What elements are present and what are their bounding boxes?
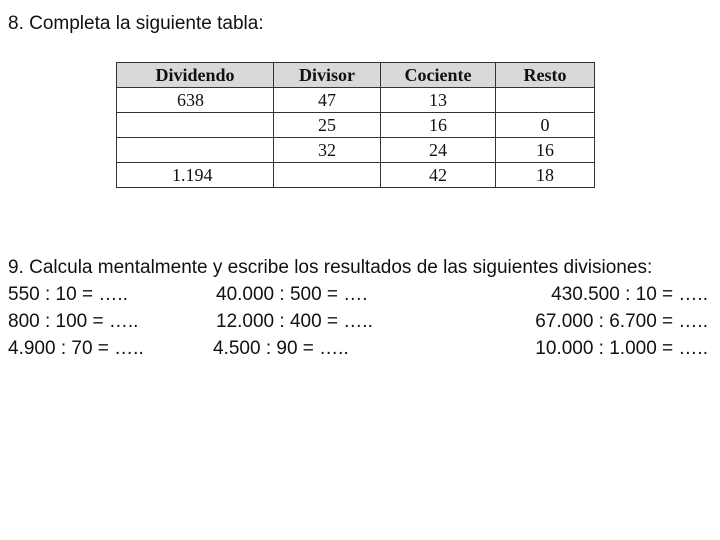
cell-divisor — [274, 163, 381, 188]
cell-dividendo: 1.194 — [117, 163, 274, 188]
cell-dividendo — [117, 113, 274, 138]
cell-resto — [496, 88, 595, 113]
cell-dividendo — [117, 138, 274, 163]
division-expression: 800 : 100 = ….. — [8, 310, 139, 332]
table-row — [117, 138, 595, 163]
division-expression: 10.000 : 1.000 = ….. — [535, 337, 708, 359]
table-header-row — [117, 63, 595, 88]
table-row — [117, 163, 595, 188]
header-dividendo: Dividendo — [117, 63, 274, 88]
division-expression: 4.900 : 70 = ….. — [8, 337, 144, 359]
division-expression: 430.500 : 10 = ….. — [551, 283, 708, 305]
cell-cociente: 16 — [381, 113, 496, 138]
cell-divisor: 47 — [274, 88, 381, 113]
cell-resto: 16 — [496, 138, 595, 163]
division-row — [8, 336, 708, 363]
cell-resto: 0 — [496, 113, 595, 138]
question-9 — [8, 255, 708, 363]
division-expression: 12.000 : 400 = ….. — [216, 310, 373, 332]
question-8-title: 8. Completa la siguiente tabla: — [8, 13, 264, 34]
division-expression: 4.500 : 90 = ….. — [213, 337, 349, 359]
cell-cociente: 24 — [381, 138, 496, 163]
division-row — [8, 309, 708, 336]
header-cociente: Cociente — [381, 63, 496, 88]
header-divisor: Divisor — [274, 63, 381, 88]
table-row — [117, 88, 595, 113]
cell-cociente: 13 — [381, 88, 496, 113]
division-expression: 40.000 : 500 = …. — [216, 283, 368, 305]
question-9-title: 9. Calcula mentalmente y escribe los resultados de las siguientes divisiones: — [8, 257, 653, 278]
cell-divisor: 32 — [274, 138, 381, 163]
cell-divisor: 25 — [274, 113, 381, 138]
header-resto: Resto — [496, 63, 595, 88]
table-row — [117, 113, 595, 138]
division-expression: 67.000 : 6.700 = ….. — [535, 310, 708, 332]
cell-cociente: 42 — [381, 163, 496, 188]
cell-dividendo: 638 — [117, 88, 274, 113]
division-expression: 550 : 10 = ….. — [8, 283, 128, 305]
cell-resto: 18 — [496, 163, 595, 188]
division-row — [8, 282, 708, 309]
division-table — [116, 62, 595, 188]
